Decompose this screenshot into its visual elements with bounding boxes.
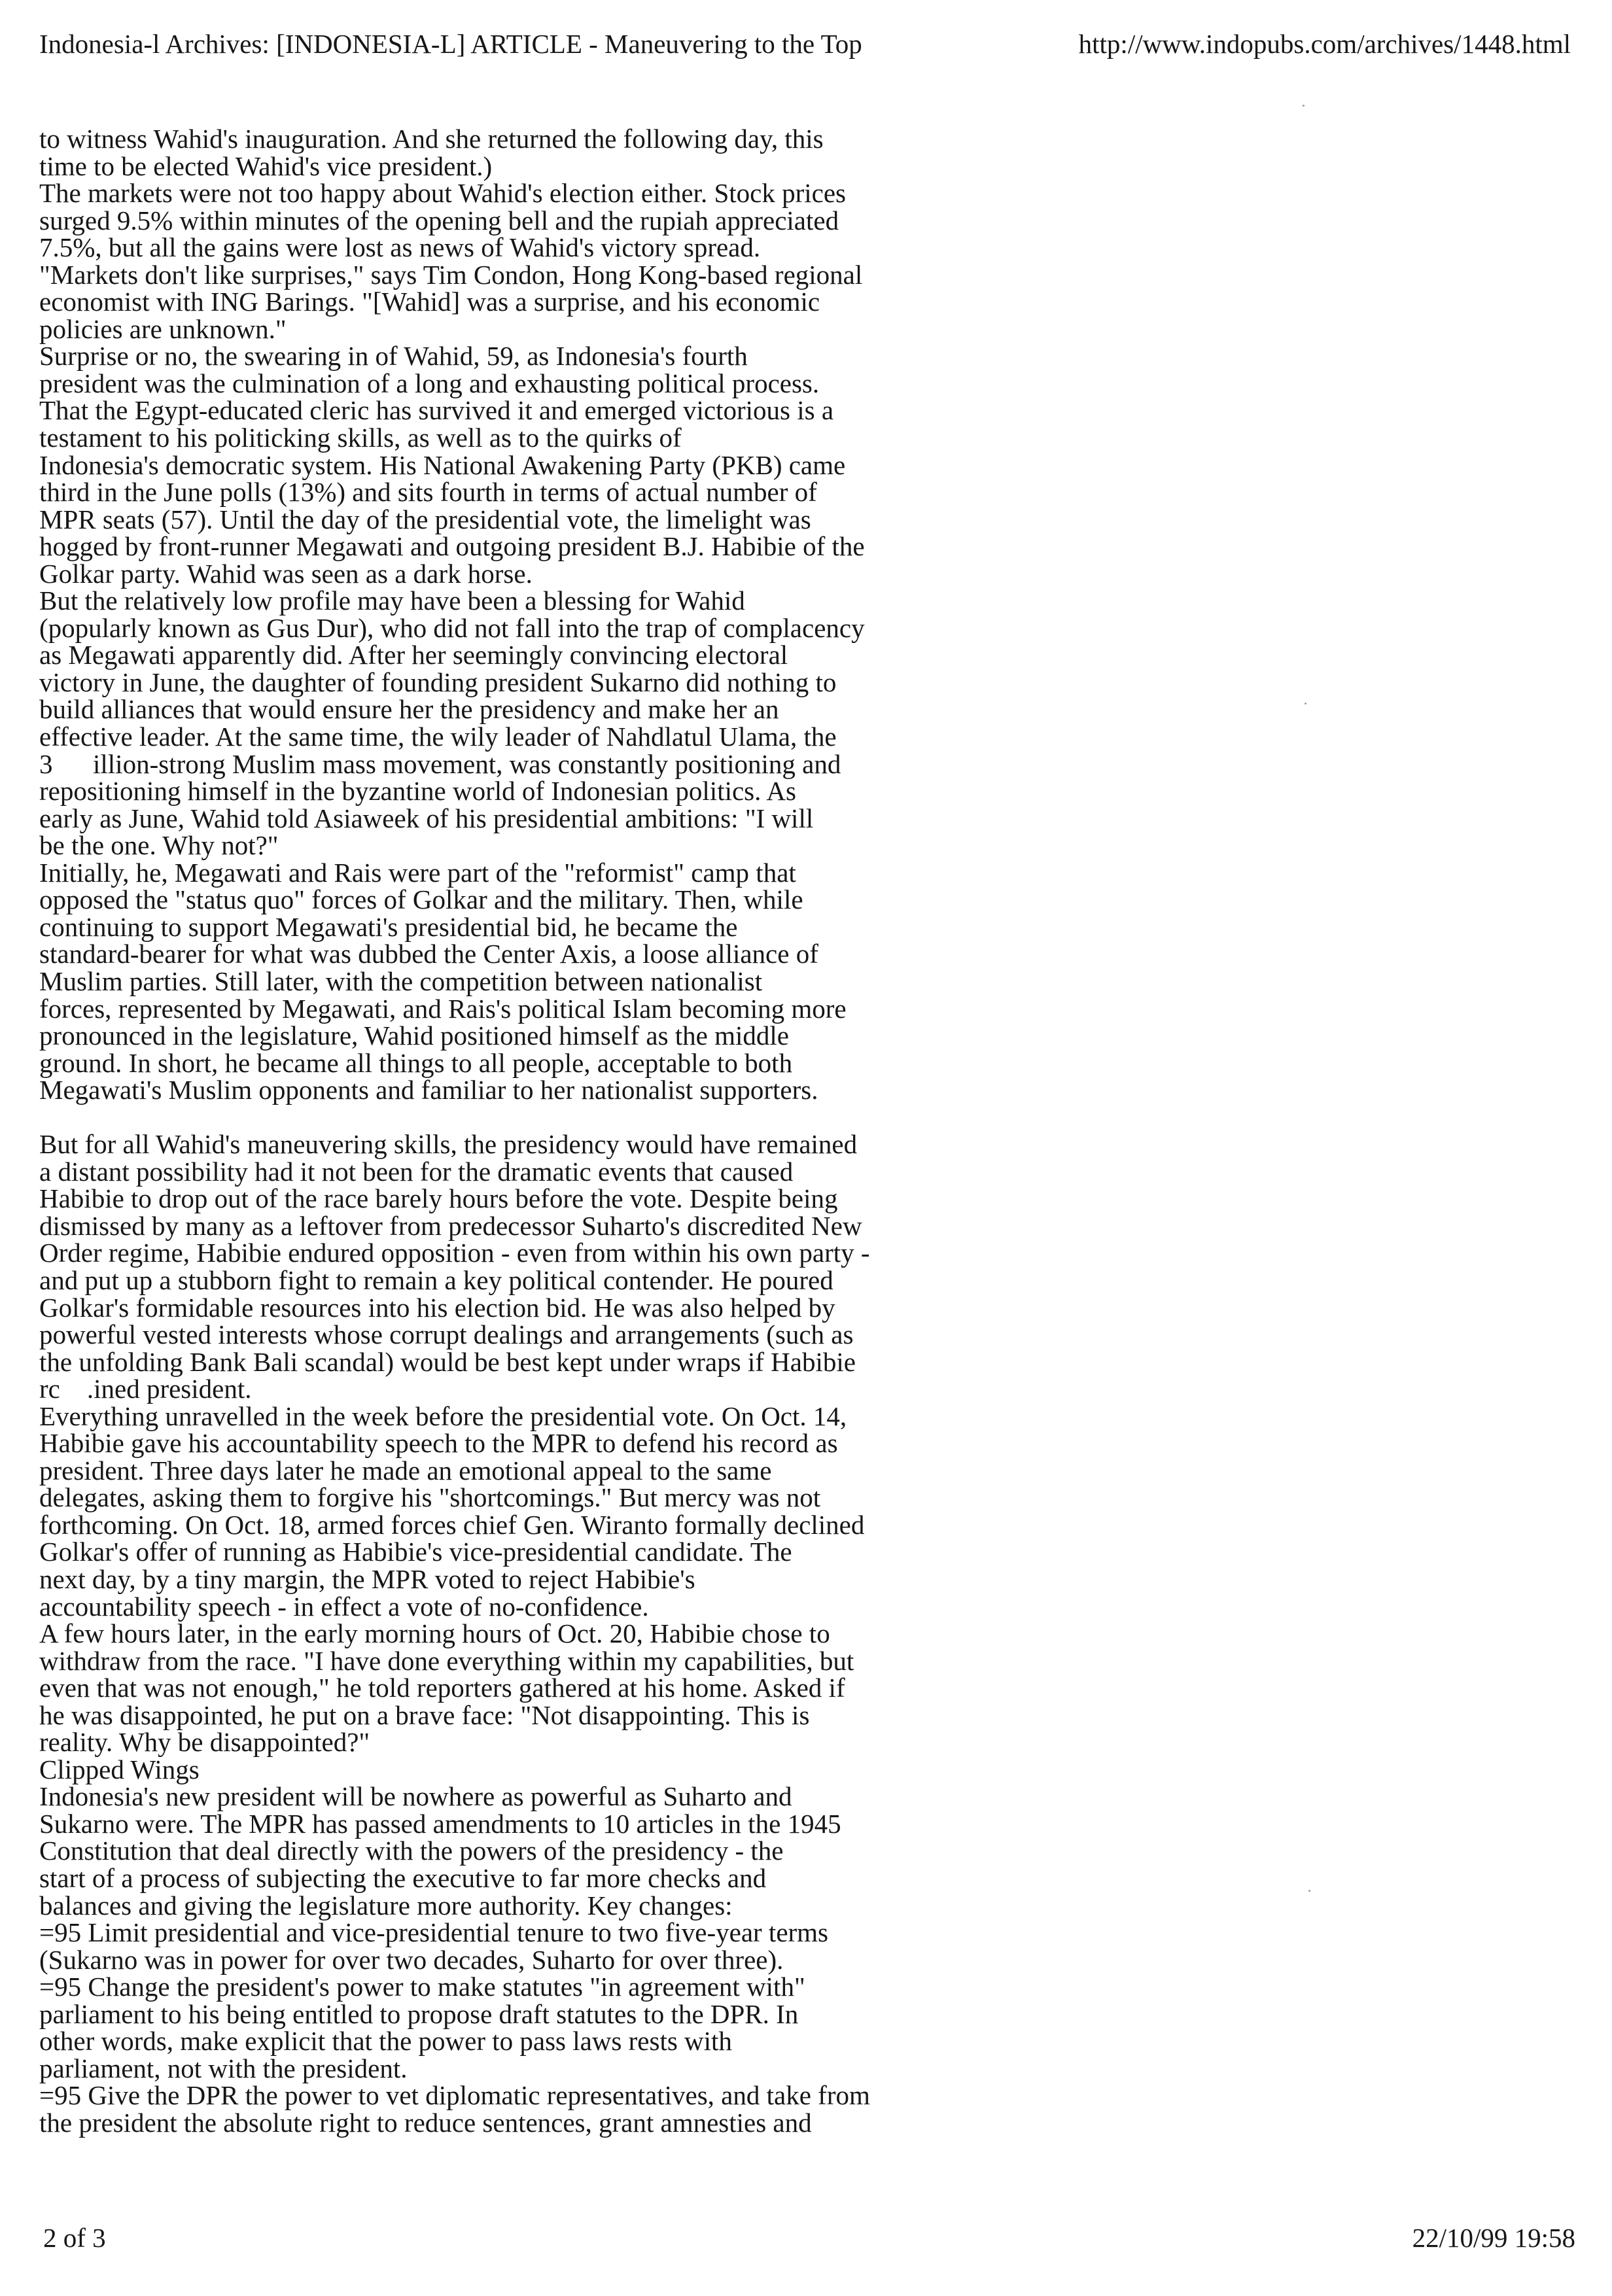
- paragraph-break: [39, 1104, 1021, 1132]
- text-line: 3 illion-strong Muslim mass movement, was constantly positioning and: [39, 748, 841, 779]
- text-line: 7.5%, but all the gains were lost as news of Wahid's victory spread.: [39, 232, 761, 263]
- text-line: MPR seats (57). Until the day of the presidential vote, the limelight was: [39, 504, 811, 534]
- text-line: Habibie to drop out of the race barely hours before the vote. Despite being: [39, 1183, 838, 1214]
- text-line: testament to his politicking skills, as well as to the quirks of: [39, 423, 682, 453]
- text-line: A few hours later, in the early morning hours of Oct. 20, Habibie chose to: [39, 1618, 830, 1649]
- text-line: as Megawati apparently did. After her seemingly convincing electoral: [39, 640, 788, 670]
- text-line: forthcoming. On Oct. 18, armed forces chief Gen. Wiranto formally declined: [39, 1509, 865, 1540]
- text-line: pronounced in the legislature, Wahid positioned himself as the middle: [39, 1020, 789, 1051]
- text-line: policies are unknown.": [39, 313, 287, 344]
- text-line: Muslim parties. Still later, with the competition between nationalist: [39, 965, 763, 996]
- text-line: Megawati's Muslim opponents and familiar to her nationalist supporters.: [39, 1075, 818, 1105]
- text-line: Golkar party. Wahid was seen as a dark horse.: [39, 558, 533, 589]
- text-line: victory in June, the daughter of founding president Sukarno did nothing to: [39, 667, 837, 697]
- text-line: The markets were not too happy about Wahid's election either. Stock prices: [39, 178, 846, 209]
- text-line: dismissed by many as a leftover from predecessor Suharto's discredited New: [39, 1210, 862, 1241]
- text-line: build alliances that would ensure her the presidency and make her an: [39, 694, 779, 725]
- text-line: he was disappointed, he put on a brave face: "Not disappointing. This is: [39, 1699, 810, 1730]
- text-line: a distant possibility had it not been for the dramatic events that caused: [39, 1156, 794, 1187]
- text-line: to witness Wahid's inauguration. And she returned the following day, this: [39, 124, 824, 154]
- text-line: reality. Why be disappointed?": [39, 1727, 370, 1758]
- print-footer-page-number: 2 of 3: [43, 2223, 106, 2253]
- text-line: parliament to his being entitled to propose draft statutes to the DPR. In: [39, 1998, 799, 2029]
- text-line: powerful vested interests whose corrupt dealings and arrangements (such as: [39, 1319, 854, 1350]
- text-line: economist with ING Barings. "[Wahid] was a surprise, and his economic: [39, 287, 820, 317]
- text-line: Order regime, Habibie endured opposition - even from within his own party -: [39, 1238, 870, 1268]
- section-heading: Clipped Wings: [39, 1754, 200, 1784]
- text-line: effective leader. At the same time, the wily leader of Nahdlatul Ulama, the: [39, 722, 837, 752]
- text-line: Habibie gave his accountability speech to the MPR to defend his record as: [39, 1428, 838, 1459]
- text-line: Surprise or no, the swearing in of Wahid, 59, as Indonesia's fourth: [39, 341, 748, 372]
- text-line: Golkar's formidable resources into his election bid. He was also helped by: [39, 1292, 835, 1323]
- text-line: surged 9.5% within minutes of the opening bell and the rupiah appreciated: [39, 205, 839, 235]
- text-line: balances and giving the legislature more authority. Key changes:: [39, 1890, 733, 1921]
- text-line: the president the absolute right to reduce sentences, grant amnesties and: [39, 2107, 812, 2138]
- text-line: forces, represented by Megawati, and Rais's political Islam becoming more: [39, 993, 847, 1024]
- text-line: But the relatively low profile may have been a blessing for Wahid: [39, 585, 745, 616]
- text-line: But for all Wahid's maneuvering skills, the presidency would have remained: [39, 1129, 858, 1160]
- text-line: start of a process of subjecting the executive to far more checks and: [39, 1863, 767, 1893]
- text-line: even that was not enough," he told reporters gathered at his home. Asked if: [39, 1673, 845, 1703]
- text-line: Initially, he, Megawati and Rais were part of the "reformist" camp that: [39, 857, 796, 888]
- print-footer-datetime: 22/10/99 19:58: [1412, 2223, 1575, 2253]
- scan-speck: [1305, 703, 1306, 704]
- text-line: opposed the "status quo" forces of Golkar and the military. Then, while: [39, 884, 803, 915]
- text-line: (Sukarno was in power for over two decades, Suharto for over three).: [39, 1944, 784, 1975]
- text-line: continuing to support Megawati's presidential bid, he became the: [39, 911, 738, 942]
- scan-speck: [1303, 105, 1305, 107]
- text-line: hogged by front-runner Megawati and outgoing president B.J. Habibie of the: [39, 531, 865, 562]
- text-line: "Markets don't like surprises," says Tim Condon, Hong Kong-based regional: [39, 259, 863, 290]
- text-line: That the Egypt-educated cleric has survived it and emerged victorious is a: [39, 395, 834, 426]
- text-line: time to be elected Wahid's vice president.): [39, 150, 493, 181]
- text-line: early as June, Wahid told Asiaweek of his presidential ambitions: "I will: [39, 803, 814, 833]
- text-line: ground. In short, he became all things to all people, acceptable to both: [39, 1047, 793, 1078]
- text-line: third in the June polls (13%) and sits fourth in terms of actual number of: [39, 477, 817, 508]
- print-header-title: Indonesia-l Archives: [INDONESIA-L] ARTICLE - Maneuvering to the Top: [39, 29, 862, 59]
- text-line: be the one. Why not?": [39, 830, 279, 861]
- text-line: delegates, asking them to forgive his "shortcomings." But mercy was not: [39, 1482, 821, 1513]
- text-line: and put up a stubborn fight to remain a key political contender. He poured: [39, 1264, 833, 1295]
- text-line: accountability speech - in effect a vote of no-confidence.: [39, 1591, 649, 1622]
- scan-speck: [1308, 1890, 1310, 1892]
- text-line: the unfolding Bank Bali scandal) would be best kept under wraps if Habibie: [39, 1346, 856, 1377]
- text-line: president. Three days later he made an emotional appeal to the same: [39, 1455, 772, 1486]
- text-line: Sukarno were. The MPR has passed amendments to 10 articles in the 1945: [39, 1808, 841, 1839]
- article-body: [39, 126, 1021, 2136]
- text-line: standard-bearer for what was dubbed the Center Axis, a loose alliance of: [39, 939, 818, 969]
- text-line: Indonesia's new president will be nowhere as powerful as Suharto and: [39, 1781, 792, 1812]
- text-line: (popularly known as Gus Dur), who did not fall into the trap of complacency: [39, 612, 865, 643]
- text-line: rc .ined president.: [39, 1374, 252, 1404]
- text-line: =95 Limit presidential and vice-presidential tenure to two five-year terms: [39, 1917, 829, 1948]
- text-line: =95 Give the DPR the power to vet diplomatic representatives, and take from: [39, 2080, 870, 2111]
- text-line: withdraw from the race. "I have done everything within my capabilities, but: [39, 1645, 854, 1676]
- text-line: =95 Change the president's power to make statutes "in agreement with": [39, 1972, 805, 2002]
- text-line: other words, make explicit that the power to pass laws rests with: [39, 2026, 732, 2057]
- print-header-url: http://www.indopubs.com/archives/1448.html: [1078, 29, 1571, 59]
- text-line: Indonesia's democratic system. His National Awakening Party (PKB) came: [39, 449, 846, 480]
- text-line: parliament, not with the president.: [39, 2053, 408, 2083]
- text-line: next day, by a tiny margin, the MPR voted to reject Habibie's: [39, 1563, 695, 1594]
- text-line: repositioning himself in the byzantine world of Indonesian politics. As: [39, 776, 796, 807]
- text-line: Constitution that deal directly with the powers of the presidency - the: [39, 1835, 784, 1866]
- text-line: president was the culmination of a long and exhausting political process.: [39, 368, 820, 398]
- text-line: Golkar's offer of running as Habibie's vice-presidential candidate. The: [39, 1537, 792, 1567]
- text-line: Everything unravelled in the week before the presidential vote. On Oct. 14,: [39, 1400, 847, 1431]
